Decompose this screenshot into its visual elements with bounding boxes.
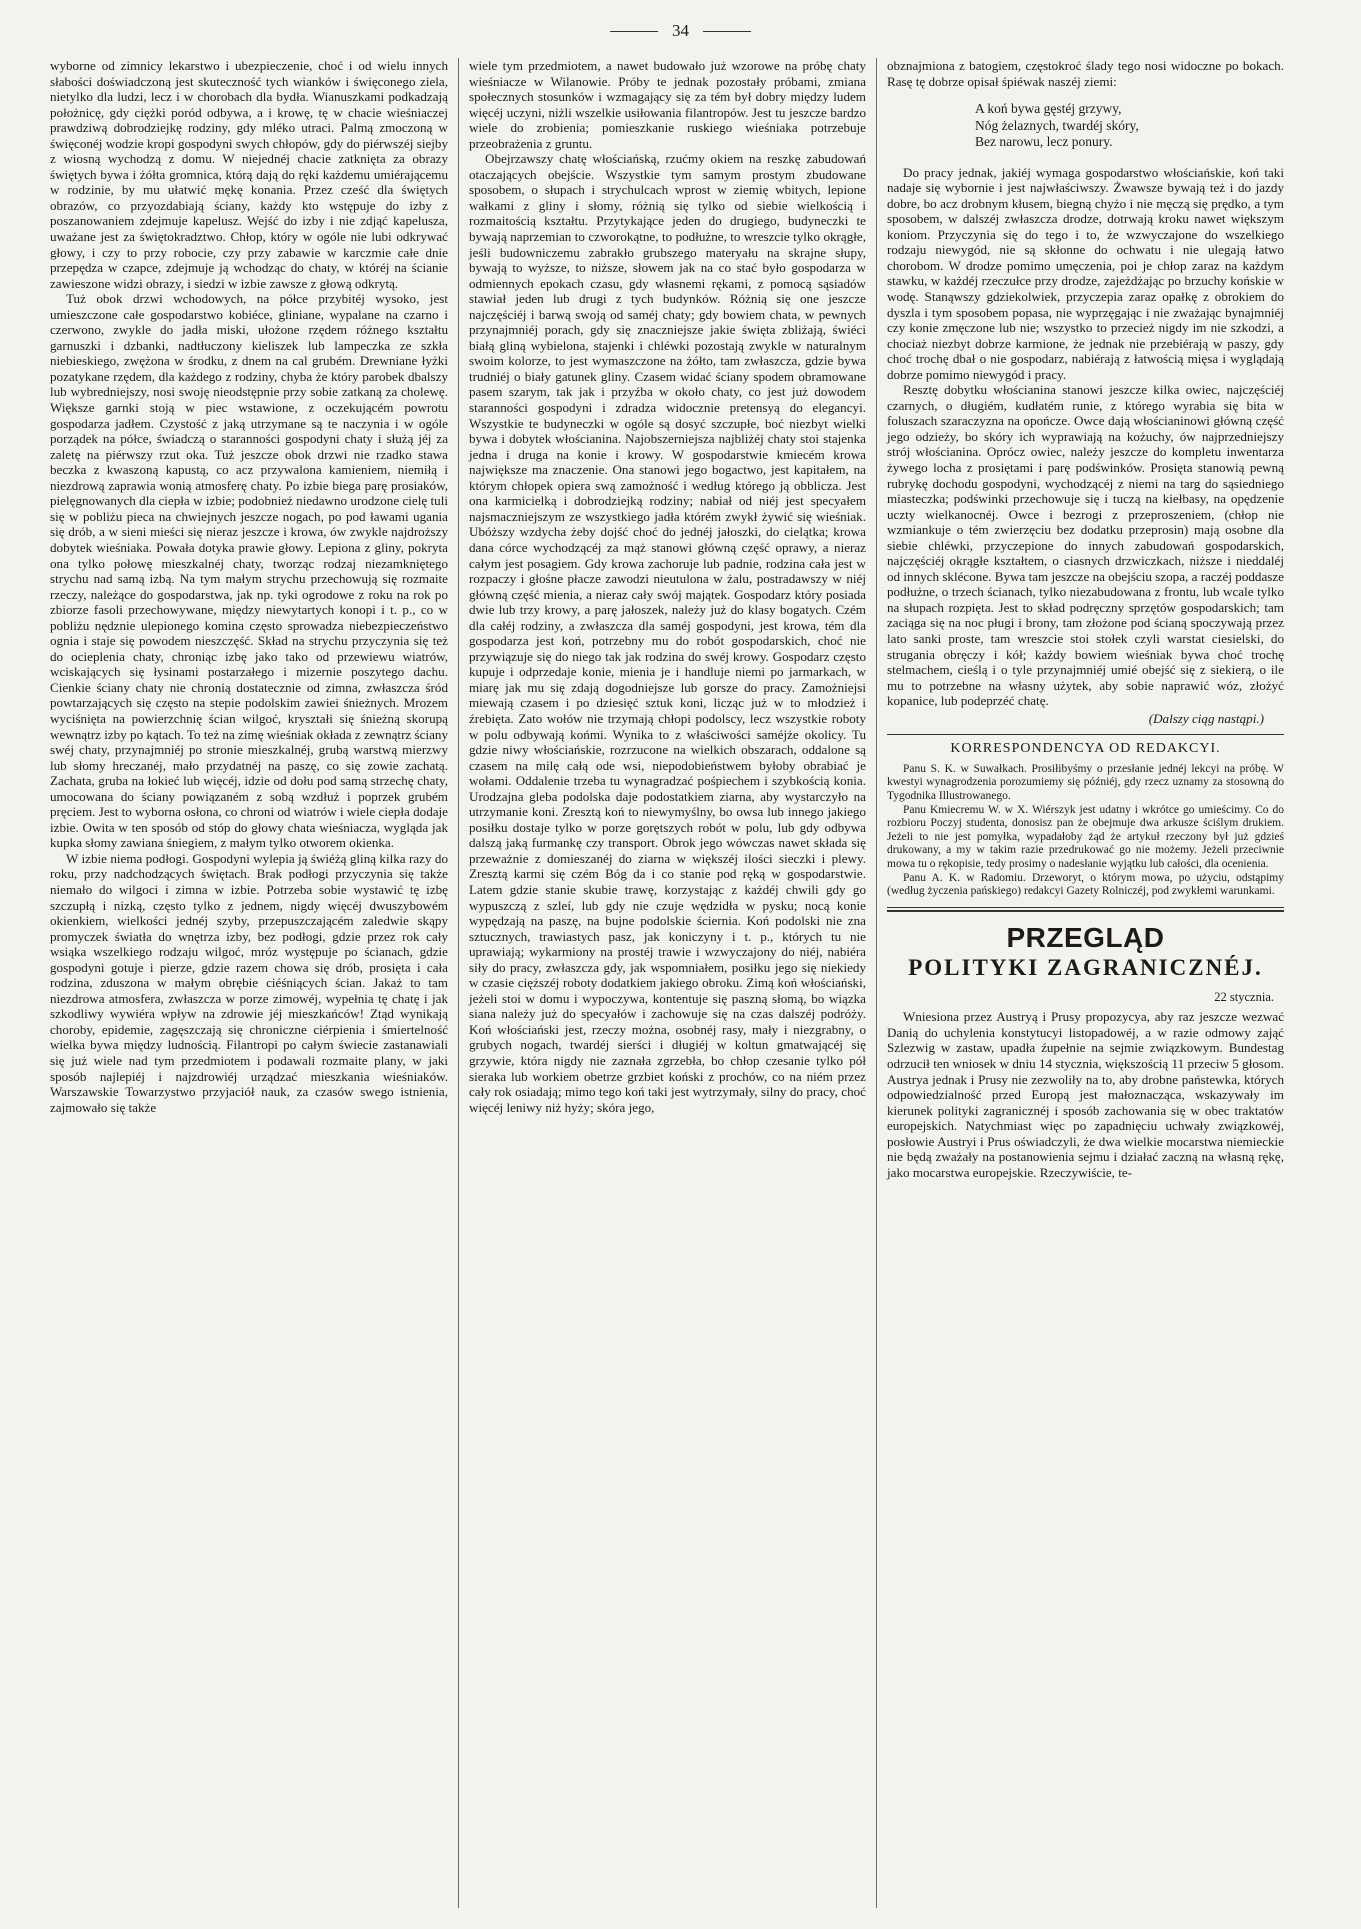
paragraph: W izbie niema podłogi. Gospodyni wylepia ją świéżą gliną kilka razy do roku, przy nadchodzących świętach. Brak podłogi przyczynia się także niemało do wilgoci i zimna w izbie. Potrzeba sobie wystawić tę izbę szczupłą i nizką, często tylko z jednem, nigdy więcéj dwuszybowém okienkiem, wielkości jednéj szyby, przepuszczającém zaledwie skąpy promyczek światła do wnętrza izby, bez podłogi, gdzie przez rok cały wsiąka wszelkiego rodzaju wilgoć, mróz występuje po ścianach, gdzie gospodyni gotuje i pierze, gdzie razem chowa się drób, prosięta i cała rodzina, zduszona w małym obrębie ciéśniących ścian. Jakaż to tam niezdrowa atmosfera, zwłaszcza w porze zimowéj, wypełnia tę chatę i jak szkodliwy wywiéra wpływ na zdrowie jéj mieszkańców! Ztąd wynikają choroby, epidemie, zagęszczają się chroniczne ciérpienia i śmiertelność wielka bywa między ludnością. Filantropi po całym świecie zastanawiali się już wiele nad tym przedmiotem i podawali rozmaite plany, w jaki sposób najlepiéj i najzdrowiéj urządzać mieszkania wieśniaków. Warszawskie Towarzystwo przyjaciół nauk, za czasów swego istnienia, zajmowało się także bbox=[50, 850, 448, 1115]
poem-line: A koń bywa gęstéj grzywy, bbox=[975, 101, 1122, 117]
columns bbox=[40, 58, 1321, 1908]
poem-line: Bez narowu, lecz ponury. bbox=[975, 134, 1113, 150]
header-rule-left bbox=[610, 31, 658, 32]
paragraph: Resztę dobytku włościanina stanowi jeszcze kilka owiec, najczęściéj czarnych, o długiém, kudłatém runie, z którego wyrabia się bita w foluszach szaraczyzna na opończe. Owce dają włościaninowi główną część jego odzieży, bo skóry ich wyprawiają na kożuchy, ów najprzedniejszy strój włościanina. Oprócz owiec, należy jeszcze do kompletu inwentarza żywego locha z prosiętami i parę podświnków. Prosięta stanowią pewną rubrykę dochodu gospodyni, wychodzącéj z niemi na targ do sąsiedniego miasteczka; podświnki przechowuje się i tuczą na kiełbasy, na opędzenie uczty wielkanocnéj. Owce i bezrogi z przeproszeniem, (chłop nie wzmiankuje o tém zwierzęciu bez dodatku przeprosin) mają osobne dla siebie chléwki, przyczepione do innych zabudowań gospodarskich, najczęściéj okrągłe kształtem, o ciasnych drzwiczkach, niższe i nieddaléj od innych sklécone. Bywa tam jeszcze na obejściu szopa, a raczéj poddasze podłużne, o trzech ścianach, tylko niezabudowana z frontu, lub wcale tylko na słupach rozpięta. Jest to skład podręczny sprzętów gospodarskich; tam zaciąga się na noc pługi i brony, tam złożone pod ścianą spoczywają przez lato sanki proste, tam wreszcie stoi stołek czyli warstat ciesielski, do strugania obręczy i kół; każdy bowiem wieśniak bywa choć trochę stelmachem, cieślą i o tyle przynajmniéj umié obejść się z siekierą, o ile mu to potrzebne na własny użytek, aby sobie naprawić wóz, złożyć kopanice, lub podeprzéć chatę. bbox=[887, 382, 1284, 709]
paragraph: Tuż obok drzwi wchodowych, na półce przybitéj wysoko, jest umieszczone całe gospodarstwo kobiéce, gliniane, wypalane na czarno i czerwono, zwykle do jadła miski, ułożone rzędem różnego kształtu garnuszki i dzbanki, nadtłuczony kieliszek lub lampeczka ze szkła niebieskiego, zwężona w środku, z dnem na cal grubém. Drewniane łyżki pozatykane rzędem, dla każdego z rodziny, chyba że który parobek dbalszy lub wybredniejszy, nosi swoję nieodstępnie przy sobie zatkaną za cholewę. Większe garnki stoją w piec wstawione, z oczekującém powrotu gospodarza jadłem. Czystość z jaką utrzymane są te naczynia i w ogóle porządek na półce, świadczą o staranności gospodyni chaty i służą jéj za zaletę na piérwszy rzut oka. Tuż jeszcze obok drzwi nie rzadko stawa beczka z kwaszoną kapustą, co acz przywalona kamieniem, niemiłą i niezdrową zaprawia wonią atmosferę chaty. Po izbie biega parę prosiaków, pielęgnowanych dla ciepła w izbie; podobnież niedawno urodzone cielę tuli się w pobliżu pieca na chwiejnych jeszcze nogach, po pod ławami ugania się drób, a w sieni mieści się nieraz jeszcze i krowa, ów zwykle najdroższy dobytek wieśniaka. Powała dotyka prawie głowy. Lepiona z gliny, pokryta ona tylko połowę mieszkalnéj chaty, tworząc rodzaj niezamkniętego strychu nad samą izbą. Na tym małym strychu przechowują się rozmaite rzeczy, należące do gospodarstwa, jak np. tyki ogrodowe z roku na rok po zbiorze fasoli przechowywane, między niewytartych konopi i t. p., co w pobliżu nędznie ulepionego komina często sprowadza niebezpieczeństwo ognia i staje się powodem nieszczęść. Skład na strychu przyczynia się też do ocieplenia chaty, chroniąc izbę jako tako od przewiewu wiatrów, wciskających się łysinami postarzałego i mizernie poszytego dachu. Cienkie ściany chaty nie chronią dostatecznie od zimna, zwłaszcza śród powtarzających się często na stepie podolskim zawiei śnieżnych. Mrozem wyciśnięta na powierzchnię ścian wilgoć, kryształi się śnieżną skorupą wewnątrz izby po kątach. To też na zimę wieśniak okłada z zewnątrz ściany swéj chaty, przynajmniéj po stronie mieszkalnéj, grubą warstwą mierzwy lub słomy hreczanéj, mało przydatnéj na paszę, co się zowie zachatą. Zachata, gruba na łokieć lub więcéj, idzie od dołu pod samą strzechę chaty, umocowana do ściany powiązaném z sobą wzdłuż i poprzek grubém pręciem. Jest to wyborna osłona, co chroni od wiatrów i wiele ciepła dodaje izbie. Owita w ten sposób od stóp do głowy chata wieśniacza, wygląda jak kupka słomy zawiana śniegiem, z małym tylko otworem okienka. bbox=[50, 291, 448, 851]
correspondence-section bbox=[887, 763, 1284, 899]
paragraph: Do pracy jednak, jakiéj wymaga gospodarstwo włościańskie, koń taki nadaje się wybornie i jest najwłaściwszy. Żwawsze bywają też i do jazdy dobre, bo acz drobnym kłusem, biegną chyżo i nie męczą się prędko, a tym sposobem, w dalszéj zwłaszcza drodze, dotrwają kroku nawet większym koniom. Przyczynia się do tego i to, że wzwyczajone do wszelkiego rodzaju niewygód, nie są skłonne do ochwatu i nie ulegają łatwo chorobom. W drodze pomimo umęczenia, poi je chłop zaraz na każdym stawku, w każdéj rzeczułce przy drodze, zajeżdżając po brzuchy końskie w wodę. Stanąwszy gdziekolwiek, przyczepia zaraz opałkę z obrokiem do dyszla i tym sposobem popasa, nie wyprzęgając i nie zważając bynajmniéj czy konie zmęczone lub nie; wszystko to przecież nigdy im nie szkodzi, a chociaż niezbyt dobrze karmione, że jednak nie przebiérają w paszy, gdy choć trochę dbał o nie gospodarz, nabiérają z łatwością mięsa i wyglądają dobrze pomimo niewygód i pracy. bbox=[887, 164, 1284, 382]
paragraph: wiele tym przedmiotem, a nawet budowało już wzorowe na próbę chaty wieśniacze w Wilanowie. Próby te jednak pozostały próbami, zmiana społecznych stosunków i wzmagający się za tém był dobry między ludem więcéj uczyni, niżli wszelkie usiłowania filantropów. Jest tu jeszcze bardzo wiele do zrobienia; pomieszkanie ruskiego wieśniaka potrzebuje przeobrażenia z gruntu. bbox=[469, 58, 866, 151]
poem bbox=[887, 101, 1284, 151]
paragraph: Wniesiona przez Austryą i Prusy propozycya, aby raz jeszcze wezwać Danią do uchylenia konstytucyi listopadowéj, a w razie odmowy zająć Szlezwig w zastaw, upadła źupełnie na sejmie związkowym. Bundestag odrzucił ten wniosek w dniu 14 stycznia, większością 11 przeciw 5 głosom. Austrya jednak i Prusy nie zezwoliły na to, aby drobne państewka, których odpowiedzialność przed Europą jest małoznacząca, wskazywały im kierunek polityki zagranicznéj i sposób zachowania się w obec traktatów europejskich. Natychmiast więc po zapadnięciu uchwały związkowéj, posłowie Austryi i Prus oświadczyli, że dwa wielkie mocarstwa niemieckie nie będą zważały na postanowienia sejmu i działać zaczną na własną rękę, jako mocarstwa europejskie. Rzeczywiście, te- bbox=[887, 1009, 1284, 1180]
page-number: 34 bbox=[672, 21, 689, 40]
paragraph: obznajmiona z batogiem, częstokroć ślady tego nosi widoczne po bokach. Rasę tę dobrze opisał śpiéwak naszéj ziemi: bbox=[887, 58, 1284, 89]
column-1 bbox=[40, 58, 458, 1908]
dateline: 22 stycznia. bbox=[1214, 989, 1274, 1004]
divider bbox=[887, 734, 1284, 735]
divider bbox=[887, 907, 1284, 908]
header-rule-right bbox=[703, 31, 751, 32]
continued-note: (Dalszy ciąg nastąpi.) bbox=[1148, 710, 1264, 726]
divider-thick bbox=[887, 910, 1284, 912]
correspondence-title: KORRESPONDENCYA OD REDAKCYI. bbox=[950, 741, 1221, 757]
correspondence-item: Panu S. K. w Suwałkach. Prosiłibyśmy o przesłanie jednéj lekcyi na próbę. W kwestyi wynagrodzenia porozumiemy się późniéj, gdy rzecz uznamy za stosowną do Tygodnika Illustrowanego. bbox=[887, 762, 1284, 803]
correspondence-item: Panu A. K. w Radomiu. Drzeworyt, o którym mowa, po użyciu, odstąpimy (według życzenia pańskiego) redakcyi Gazety Rolniczéj, pod zwykłemi warunkami. bbox=[887, 871, 1284, 898]
politics-subtitle: POLITYKI ZAGRANICZNÉJ. bbox=[908, 954, 1263, 980]
page-header bbox=[40, 18, 1321, 44]
politics-title: PRZEGLĄD bbox=[1006, 921, 1165, 953]
column-3 bbox=[876, 58, 1294, 1908]
column-2 bbox=[458, 58, 876, 1908]
correspondence-item: Panu Kmiecremu W. w X. Wiérszyk jest udatny i wkrótce go umieścimy. Co do rozbioru Poczyj studenta, donosisz pan że obejmuje dwa arkusze ściślym drukiem. Jeżeli to nie jest pomyłka, wypadałoby żąd że artykuł rzeczony był już gdzieś drukowany, a my w takim razie przedrukować go nie możemy. Jeżeli przeciwnie mowa tu o rękopisie, tedy prosimy o nadesłanie wyjątku lub całości, dla ocenienia. bbox=[887, 803, 1284, 870]
paragraph: Obejrzawszy chatę włościańską, rzućmy okiem na reszkę zabudowań otaczających obejście. Wszystkie tym samym prostym zbudowane sposobem, o słupach i strychulcach wprost w ziemię wbitych, lepione wałkami z gliny i słomy, różnią się tylko od siebie wielkością i rozmaitością kształtu. Przytykające jeden do drugiego, budyneczki te bywają naprzemian to czworokątne, to podłużne, to wreszcie tylko okrągłe, jeśli budowniczemu zabrakło grubszego materyału na skrajne słupy, bywają to wyższe, to niższe, słowem jak na co stać było gospodarza w odmiennych epokach czasu, gdy własnemi rękami, z pomocą sąsiadów stawiał jeden lub drugi z tych budynków. Różnią się one jeszcze najczęściéj i barwą swoją od saméj chaty; gdy bowiem chata, w pewnych przynajmniéj porach, gdy się znaczniejsze jakie święta zbliżają, świéci białą gliną wybielona, stajenki i chléwki pozostają zwykle w naturalnym swoim kolorze, to jest wymaszczone na żółto, tam zwłaszcza, gdzie bywa trudniéj o biały gatunek gliny. Czasem widać ściany spodem obramowane pasem szarym, tak jak i przyźba w około chaty, co jest już dowodem staranności gospodyni i zdradza widocznie pretensyą do elegancyi. Wszystkie te budyneczki w ogóle są dosyć szczupłe, boć niezbyt wielki bywa i dobytek włościanina. Najobszerniejsza najbliżéj chaty stoi stajenka jedna i druga na konie i krowy. W gospodarstwie kmiecém krowa największe ma znaczenie. Ona stanowi jego bogactwo, jest kapitałem, na którym chłopek opiera swą zamożność i według którego ją obblicza. Jest ona karmicielką i dobrodziejką rodziny; nabiał od niéj jest specyałem najsmaczniejszym ze wszystkiego jadła którém zwykł żywić się wieśniak. Ubóższy wzdycha żeby dojść choć do jednéj jałoszki, do cielątka; krowa dana córce wychodzącéj za mąż stanowi główną część oprawy, a nieraz całym jest posagiem. Gdy krowa zachoruje lub padnie, rodzina cała jest w rozpaczy i głośne płacze zawodzi nieutulona w żalu, postradawszy w niéj główną część mienia, a nieraz cały swój majątek. Gospodarz który posiada dwie lub trzy krowy, a parę jałoszek, należy już do klasy bogatych. Czém dla całéj rodziny, a zwłaszcza dla saméj gospodyni, jest krowa, tém dla gospodarza jest koń, potrzebny mu do robót gospodarskich, choć nie przywiązuje się do niego tak jak rodzina do swéj krowy. Gospodarz często kupuje i odprzedaje konie, mienia je i handluje niemi po jarmarkach, w miarę jak mu się zdają dogodniejsze lub gorsze do pracy. Zamożniejsi miewają czasem i po dziesięć sztuk koni, licząc już w to młodzież i źrebięta. Zato wołów nie trzymają chłopi podolscy, lecz wszystkie roboty w polu odbywają końmi. Wynika to z właściwości saméjże okolicy. Tu gdzie niwy włościańskie, rozrzucone na wielkich obszarach, oddalone są czasem na milę całą ode wsi, niepodobieństwem byłoby obrabiać je wołami. Oddalenie trzeba tu wynagradzać pośpiechem i szybkością konia. Urodzajna gleba podolska daje podostatkiem ziarna, aby wystarczyło na utrzymanie koni. Zresztą koń to niewymyślny, bo owsa lub innego jakiego posiłku dostaje tylko w porze gorętszych robót w polu, lub gdy odbywa dalszą jaką furmankę czy transport. Obrok jego wówczas nawet składa się przeważnie z domieszanéj do ziarna w większéj ilości sieczki i plewy. Zresztą karmi się czém Bóg da i co stanie pod ręką w gospodarstwie. Latem gdzie stanie skubie trawę, korzystając z każdéj chwili gdy go wypuszczą z szleí, lub gdy nie czuje wędzidła w pysku; nocą konie wypędzają na paszę, na bujne podolskie ściernia. Koń podolski nie zna sztucznych, trawiastych pasz, jak koniczyny i t. p., których tu nie uprawiają; wykarmiony na prostéj trawie i wzwyczajony do niéj, nabiéra siły do pracy, zwłaszcza gdy, jak wspomniałem, posiłku jego się niekiedy w czasie cięższéj roboty dodatkiem jakiego obroku. Zimą koń włościański, jeżeli stoi w domu i wypoczywa, kontentuje się paszną słomą, bo wiązka siana należy już do specyałów i zachowuje się na czas dalszéj podróży. Koń włościański jest, rzeczy można, osobnéj rasy, mały i niezgrabny, o grubych nogach, twardéj sierści i długiéj w koltun gmatwającéj się grzywie, która nigdy nie zaznała zgrzebła, bo chłop czesanie tylko pół sieraka lub workiem obetrze grzbiet koński z prochów, co na niém przez cały rok osiadają; mimo tego koń taki jest wytrzymały, silny do pracy, choć więcéj leniwy niż hyży; skóra jego, bbox=[469, 151, 866, 1115]
paragraph: wyborne od zimnicy lekarstwo i ubezpieczenie, choć i od wielu innych słabości doświadczoną jest skuteczność tych wianków i święconego ziela, nietylko dla ludzi, lecz i w chorobach dla bydła. Wianuszkami podkadzają położnicę, gdy ciężki poród odbywa, a i krowę, tę w chacie wieśniaczej prawdziwą dobrodziejkę rodziny, gdy mléko utraci. Palmą zmoczoną w święconéj wodzie kropi gospodyni swych chłopów, gdy do piérwszéj siejby z wiosną wychodzą z domu. W niejednéj chacie zatknięta za obrazy świętych bywa i żółta gromnica, którą dają do ręki każdemu umiérającemu w rodzinie, by mu ułatwić mękę konania. Przez cześć dla świętych obrazów, co przyozdabiają ściany, każdy kto wstępuje do izby z poszanowaniem zdejmuje kapelusz. Wejść do izby i nie zdjąć kapelusza, uważane jest za świętokradztwo. Chłop, który w ogóle nie lubi odkrywać głowy, i czy to przy robocie, czy przy zabawie w karczmie całe dnie przepędza w czapce, zdejmuje ją wchodząc do chaty, w któréj na ścianie zawieszone widzi obrazy, i siedzi w izbie zawsze z głową odkrytą. bbox=[50, 58, 448, 291]
poem-line: Nóg żelaznych, twardéj skóry, bbox=[975, 117, 1139, 133]
